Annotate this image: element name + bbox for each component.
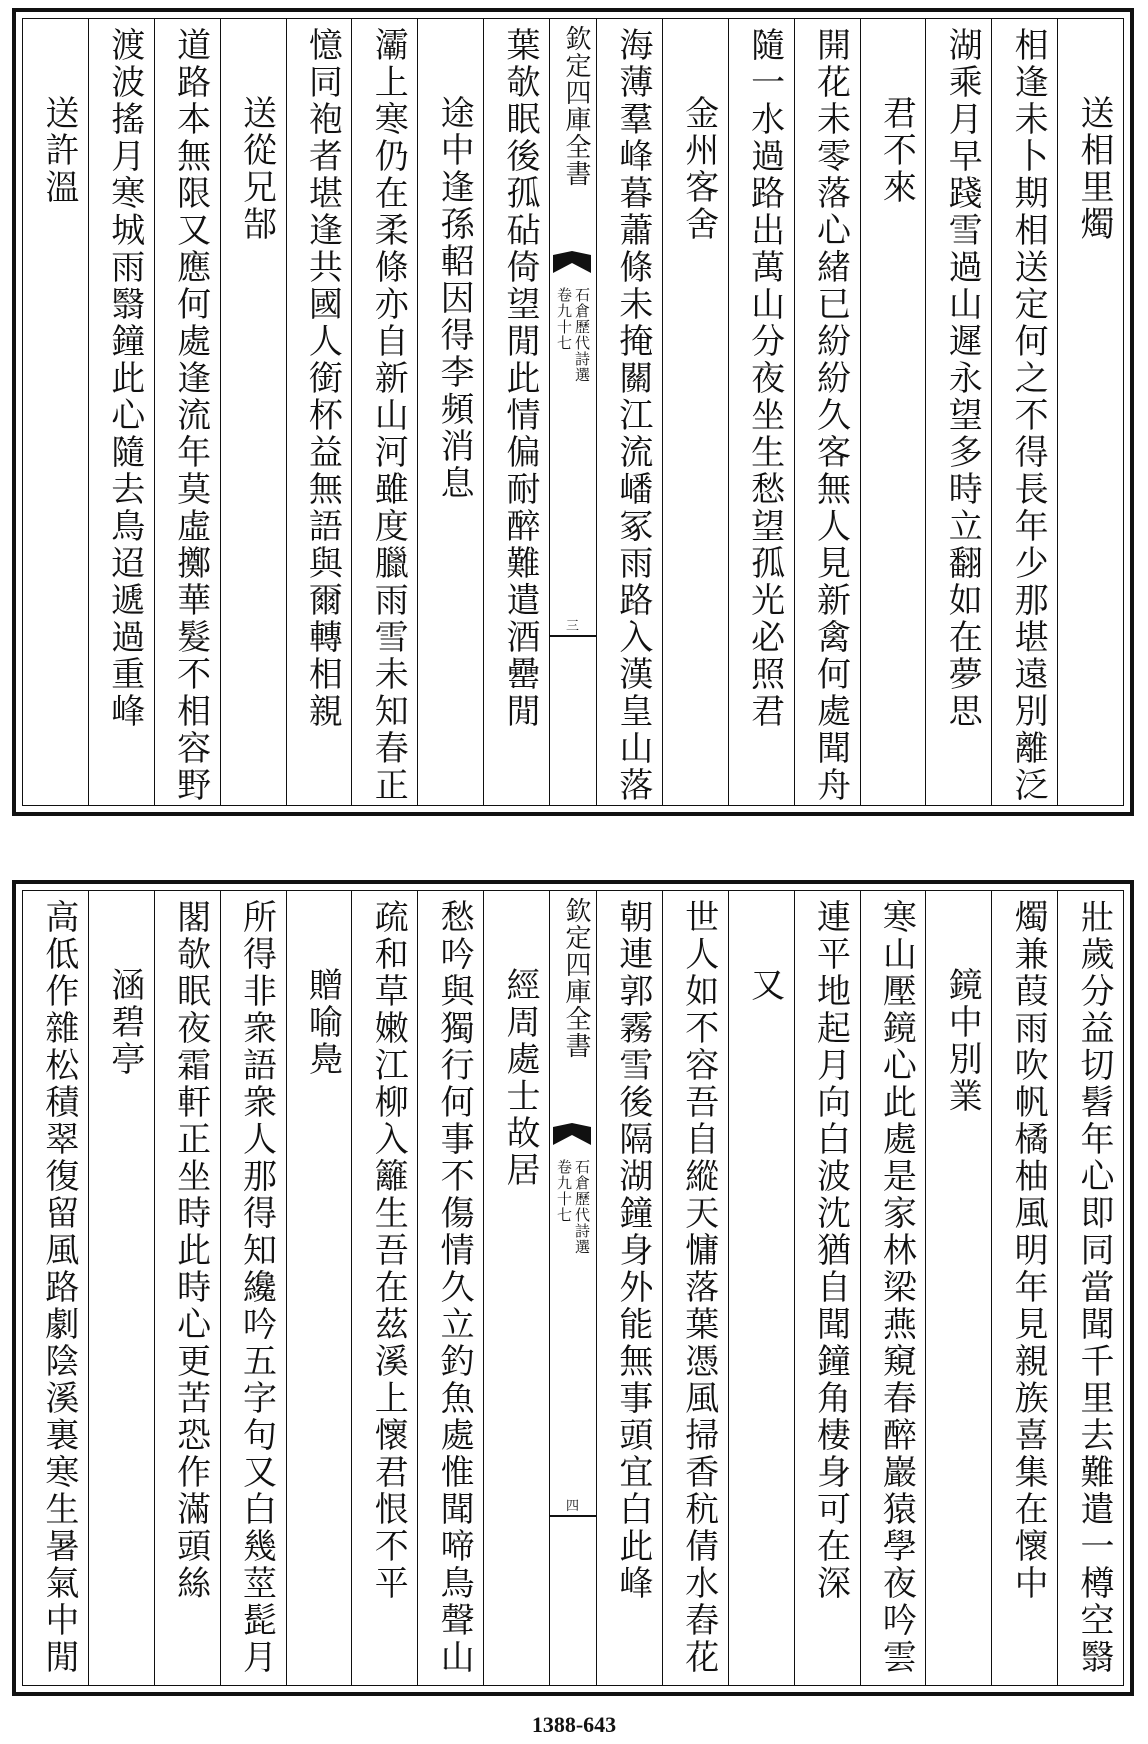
book-page-top (12, 8, 1134, 816)
text-column (662, 19, 728, 805)
book-page-bottom (12, 880, 1134, 1696)
poem-line: 世人如不容吾自縱天慵落葉憑風掃香秔倩水舂花 (678, 899, 719, 1676)
poem-line: 灞上寒仍在柔條亦自新山河雖度臘雨雪未知春正 (368, 27, 409, 804)
poem-line: 開花未零落心緒已紛紛久客無人見新禽何處聞舟 (810, 27, 851, 804)
poem-title: 送相里燭 (1074, 95, 1114, 243)
text-column (728, 891, 794, 1685)
margin-rule (550, 1515, 596, 1517)
poem-title: 途中逢孫軺因得李頻消息 (434, 95, 475, 502)
text-column (596, 891, 662, 1685)
fishtail-mark-icon (553, 1123, 591, 1145)
poem-line: 相逢未卜期相送定何之不得長年少那堪遠別離泛 (1008, 27, 1049, 804)
text-column (483, 19, 549, 805)
page-columns (23, 891, 1123, 1685)
poem-title: 送從兄郜 (236, 95, 277, 243)
text-column (596, 19, 662, 805)
poem-line: 燭兼葭雨吹帆橘柚風明年見親族喜集在懷中 (1008, 899, 1049, 1602)
poem-title: 鏡中別業 (942, 967, 983, 1115)
poem-line: 道路本無限又應何處逢流年莫虛擲華髮不相容野 (170, 27, 211, 804)
text-column (417, 19, 483, 805)
poem-line: 渡波搖月寒城雨翳鐘此心隨去鳥迢遞過重峰 (104, 27, 145, 730)
book-title: 欽定四庫全書 (561, 897, 591, 1059)
text-column (88, 19, 154, 805)
poem-line: 憶同袍者堪逢共國人銜杯益無語與爾轉相親 (302, 27, 343, 730)
poem-line: 閣欹眠夜霜軒正坐時此時心更苦恐作滿頭絲 (170, 899, 211, 1602)
poem-line: 寒山壓鏡心此處是家林梁燕窺春醉巖猿學夜吟雲 (876, 899, 917, 1676)
poem-line: 連平地起月向白波沈猶自聞鐘角棲身可在深 (810, 899, 851, 1602)
collection-title: 石倉歷代詩選 (573, 287, 591, 383)
center-margin-column (549, 891, 596, 1685)
text-column (417, 891, 483, 1685)
poem-line: 所得非衆語衆人那得知纔吟五字句又白幾莖髭月 (236, 899, 277, 1676)
poem-line: 海薄羣峰暮蕭條未掩關江流嶓冢雨路入漢皇山落 (612, 27, 653, 804)
text-column (351, 19, 417, 805)
poem-title: 金州客舍 (678, 95, 719, 243)
poem-line: 疏和草嫩江柳入籬生吾在茲溪上懷君恨不平 (368, 899, 409, 1602)
text-column (991, 19, 1057, 805)
poem-line: 葉欹眠後孤砧倚望閒此情偏耐醉難遣酒罍閒 (500, 27, 540, 730)
text-column (220, 891, 286, 1685)
text-column (88, 891, 154, 1685)
page-columns (23, 19, 1123, 805)
text-column (286, 891, 352, 1685)
footer-reference: 1388-643 (531, 1712, 617, 1737)
poem-line: 湖乘月早踐雪過山遲永望多時立翻如在夢思 (942, 27, 983, 730)
poem-title: 君不來 (876, 95, 917, 206)
center-margin-column (549, 19, 596, 805)
poem-title: 又 (744, 967, 785, 1004)
text-column (220, 19, 286, 805)
text-column (1057, 891, 1123, 1685)
margin-rule (550, 635, 596, 637)
poem-title: 涵碧亭 (104, 967, 145, 1078)
text-column (351, 891, 417, 1685)
fishtail-mark-icon (553, 251, 591, 273)
book-title: 欽定四庫全書 (561, 25, 591, 187)
volume-label: 卷九十七 (555, 1159, 573, 1223)
poem-line: 隨一水過路出萬山分夜坐生愁望孤光必照君 (744, 27, 785, 730)
poem-line: 壯歲分益切髫年心即同當聞千里去難遣一樽空翳 (1074, 899, 1114, 1676)
text-column (483, 891, 549, 1685)
text-column (925, 891, 991, 1685)
text-column (794, 19, 860, 805)
poem-title: 贈喻鳧 (302, 967, 343, 1078)
text-column (991, 891, 1057, 1685)
text-column (23, 891, 88, 1685)
volume-label: 卷九十七 (555, 287, 573, 351)
poem-line: 愁吟與獨行何事不傷情久立釣魚處惟聞啼鳥聲山 (434, 899, 475, 1676)
text-column (728, 19, 794, 805)
text-column (860, 19, 926, 805)
poem-title: 經周處士故居 (500, 967, 540, 1189)
collection-title: 石倉歷代詩選 (573, 1159, 591, 1255)
text-column (1057, 19, 1123, 805)
page-number: 三 (566, 619, 580, 634)
poem-line: 朝連郭霧雪後隔湖鐘身外能無事頭宜白此峰 (612, 899, 653, 1602)
text-column (925, 19, 991, 805)
page-number: 四 (566, 1499, 580, 1514)
text-column (860, 891, 926, 1685)
text-column (154, 19, 220, 805)
poem-title: 送許溫 (38, 95, 79, 206)
poem-line: 高低作雜松積翠復留風路劇陰溪裏寒生暑氣中閒 (38, 899, 79, 1676)
text-column (154, 891, 220, 1685)
text-column (286, 19, 352, 805)
text-column (23, 19, 88, 805)
text-column (662, 891, 728, 1685)
text-column (794, 891, 860, 1685)
